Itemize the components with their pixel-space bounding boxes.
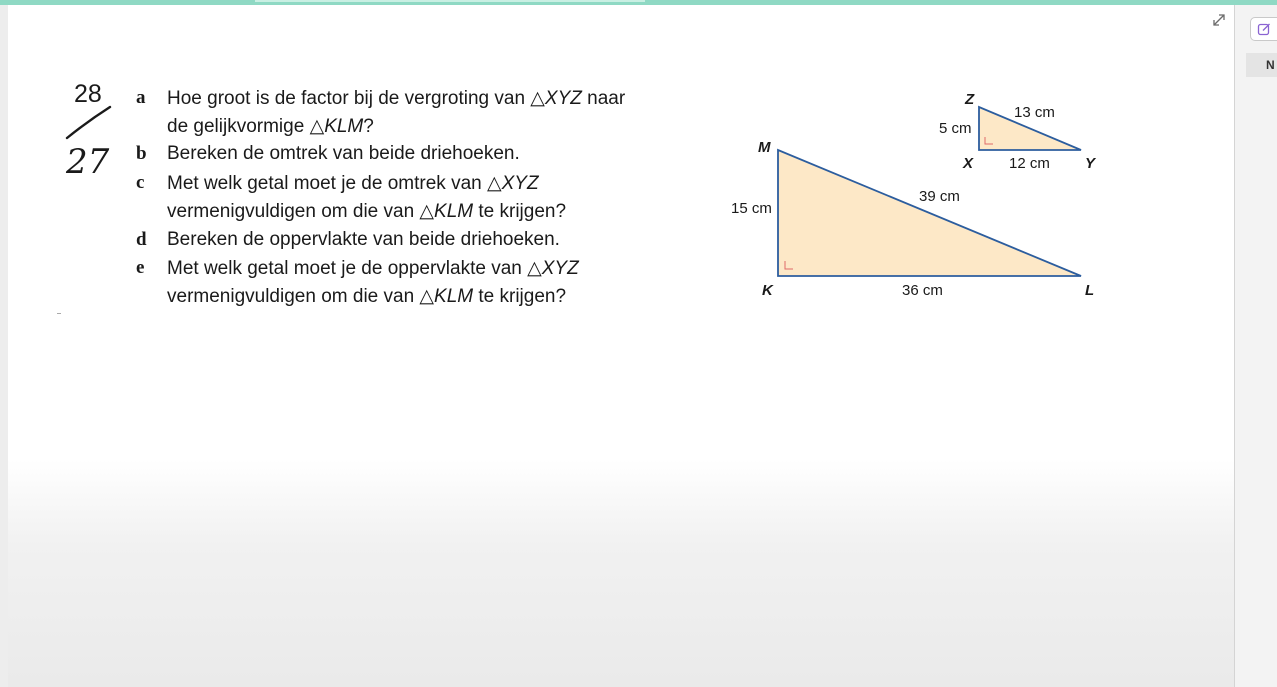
question-text [167, 285, 566, 308]
side-kl-label: 36 cm [902, 282, 943, 299]
question-text-part: naar [581, 88, 626, 109]
vertex-m: M [758, 139, 771, 156]
question-text-part: Bereken de omtrek van beide driehoeken. [167, 143, 520, 164]
handwritten-note: 27 [66, 142, 110, 182]
top-accent-segment [255, 0, 645, 2]
side-yz-label: 13 cm [1014, 104, 1055, 121]
question-text-part: Hoe groot is de factor bij de vergroting van △ [167, 88, 545, 109]
side-lm-label: 39 cm [919, 188, 960, 205]
right-side-panel [1234, 5, 1277, 687]
expand-icon[interactable] [1210, 11, 1228, 29]
question-text-part: de gelijkvormige △ [167, 116, 325, 137]
question-letter: d [136, 229, 147, 250]
triangles-figure [715, 80, 1115, 310]
side-xz-label: 5 cm [939, 120, 972, 137]
vertex-z: Z [965, 91, 975, 108]
question-text [167, 115, 374, 138]
triangle-name: KLM [434, 201, 474, 222]
stray-mark [57, 313, 61, 314]
vertex-x: X [963, 155, 974, 172]
panel-tab[interactable]: N [1246, 53, 1277, 77]
question-letter: c [136, 172, 145, 193]
vertex-k: K [762, 282, 773, 299]
question-text [167, 229, 560, 251]
left-edge [0, 5, 8, 687]
question-letter: a [136, 87, 146, 108]
question-text-part: te krijgen? [473, 286, 567, 307]
edit-icon[interactable] [1250, 17, 1277, 41]
question-text-part: te krijgen? [473, 201, 567, 222]
question-text-part: vermenigvuldigen om die van △ [167, 201, 435, 222]
triangle-name: XYZ [544, 88, 582, 109]
question-text-part: vermenigvuldigen om die van △ [167, 286, 435, 307]
triangle-name: XYZ [541, 258, 579, 279]
question-letter: b [136, 143, 147, 164]
question-text [167, 172, 539, 195]
question-text [167, 143, 520, 165]
question-text-part: Met welk getal moet je de omtrek van △ [167, 173, 502, 194]
vertex-y: Y [1085, 155, 1096, 172]
question-letter: e [136, 257, 145, 278]
question-text [167, 87, 625, 110]
triangle-name: KLM [434, 286, 474, 307]
vertex-l: L [1085, 282, 1095, 299]
question-text-part: Bereken de oppervlakte van beide driehoeken. [167, 229, 560, 250]
question-text-part: Met welk getal moet je de oppervlakte van △ [167, 258, 542, 279]
exercise-number: 28 [74, 80, 102, 108]
question-text [167, 257, 579, 280]
side-km-label: 15 cm [731, 200, 772, 217]
triangle-name: XYZ [501, 173, 539, 194]
triangle-name: KLM [324, 116, 364, 137]
question-text-part: ? [363, 116, 374, 137]
question-text [167, 200, 566, 223]
side-xy-label: 12 cm [1009, 155, 1050, 172]
handwritten-annotation [58, 103, 128, 188]
